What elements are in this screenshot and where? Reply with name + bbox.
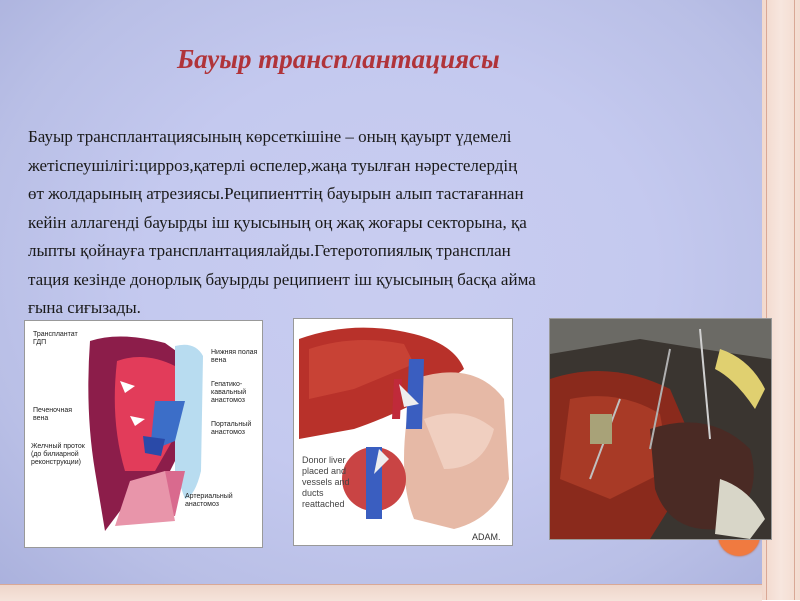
decorative-frame-bottom [0, 584, 762, 601]
label-hepatic-vein: Печеночная вена [33, 407, 73, 422]
label-ivc: Нижняя полая вена [211, 349, 258, 364]
body-line: өт жолдарының атрезиясы.Реципиенттің бауырын алып тастағаннан [28, 184, 524, 203]
body-line: лыпты қойнауға трансплантациялайды.Гетеротопиялық трансплан [28, 241, 511, 260]
adam-credit: ADAM. [472, 532, 501, 542]
body-line: Бауыр трансплантациясының көрсеткішіне – оның қауырт үдемелі [28, 127, 512, 146]
body-line: жетіспеушілігі:цирроз,қатерлі өспелер,жаңа туылған нәрестелердің [28, 155, 518, 175]
donor-liver-drawing [294, 319, 512, 545]
donor-caption: Donor liver placed and vessels and ducts reattached [302, 455, 350, 509]
body-line: кейін аллагенді бауырды іш қуысының оң жақ жоғары секторына, қа [28, 212, 527, 232]
label-arterial: Артериальный анастомоз [185, 493, 233, 508]
slide-title: Бауыр трансплантациясы [177, 44, 500, 74]
label-bile-duct: Желчный проток (до билиарной реконструкции) [31, 443, 85, 466]
label-transplant: Трансплантат ГДП [33, 331, 78, 346]
surgery-photo [549, 318, 772, 540]
donor-liver-illustration [293, 318, 513, 546]
body-line: тация кезінде донорлық бауырды реципиент іш қуысының басқа айма [28, 269, 536, 289]
body-line: ғына сиғызады. [28, 298, 141, 317]
label-hepatocaval: Гепатико-кавальный анастомоз [211, 381, 247, 404]
liver-transplant-diagram [24, 320, 263, 548]
slide-body-text [28, 123, 728, 323]
label-portal: Портальный анастомоз [211, 421, 252, 436]
surgery-photo-illustration [550, 319, 771, 539]
